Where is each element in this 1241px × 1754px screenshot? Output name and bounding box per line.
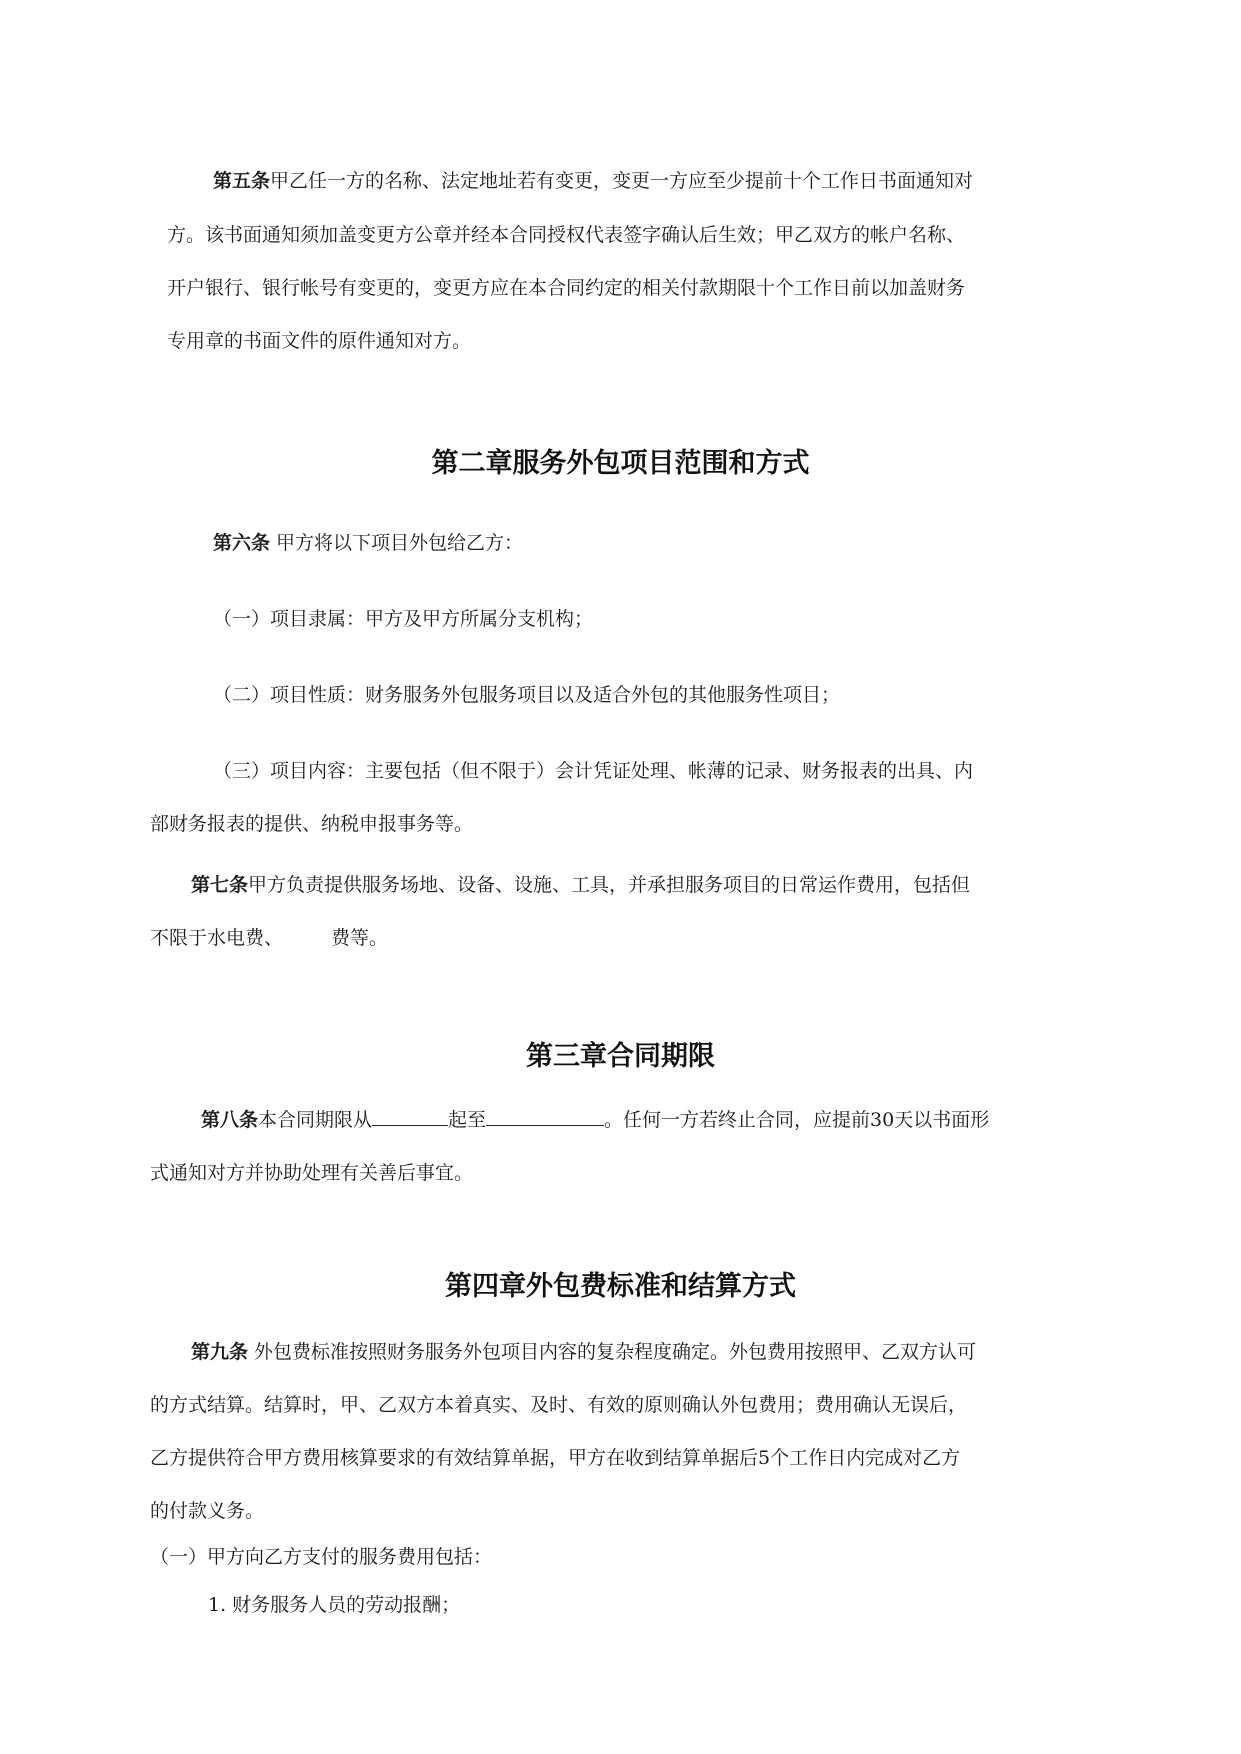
article7-label: 第七条 [191,874,249,896]
article6-item3-line1: （三）项目内容：主要包括（但不限于）会计凭证处理、帐薄的记录、财务报表的出具、内 [213,760,974,782]
article6-text: 甲方将以下项目外包给乙方： [270,532,524,554]
article8-text-1c: 。任何一方若终止合同，应提前30天以书面形 [604,1109,990,1131]
article8-text-1b: 起至 [448,1109,487,1131]
start-date-blank[interactable] [372,1107,448,1126]
article9-line3: 乙方提供符合甲方费用核算要求的有效结算单据，甲方在收到结算单据后5个工作日内完成对乙方 [150,1447,961,1469]
article9-sub1: （一）甲方向乙方支付的服务费用包括： [150,1546,493,1568]
chapter3-title: 第三章合同期限 [526,1041,715,1072]
article9-line4: 的付款义务。 [150,1500,265,1522]
article9-text-1: 外包费标准按照财务服务外包项目内容的复杂程度确定。外包费用按照甲、乙双方认可 [248,1341,977,1363]
article6-item1: （一）项目隶属：甲方及甲方所属分支机构； [213,608,594,630]
article6-item3-line2: 部财务报表的提供、纳税申报事务等。 [150,813,474,835]
article5-line3: 开户银行、银行帐号有变更的，变更方应在本合同约定的相关付款期限十个工作日前以加盖财务 [167,277,966,299]
article5-line2: 方。该书面通知须加盖变更方公章并经本合同授权代表签字确认后生效；甲乙双方的帐户名称、 [167,224,966,246]
article5-label: 第五条 [213,170,271,192]
article7-text-2b: 费等。 [331,927,389,949]
article5-text-1: 甲乙任一方的名称、法定地址若有变更，变更一方应至少提前十个工作日书面通知对 [270,170,974,192]
article6-item2: （二）项目性质：财务服务外包服务项目以及适合外包的其他服务性项目； [213,684,841,706]
article9-line1 [191,1340,976,1364]
article9-line2: 的方式结算。结算时，甲、乙双方本着真实、及时、有效的原则确认外包费用；费用确认无误后， [150,1394,968,1416]
article5-line1 [213,169,973,193]
article6-label: 第六条 [213,532,271,554]
article8-line2: 式通知对方并协助处理有关善后事宜。 [150,1162,474,1184]
article6-line [213,531,523,555]
chapter4-title: 第四章外包费标准和结算方式 [445,1271,796,1302]
article7-line2 [150,926,388,950]
article8-label: 第八条 [201,1109,259,1131]
article9-sub1-item1: 1. 财务服务人员的劳动报酬； [208,1594,461,1616]
article9-label: 第九条 [191,1341,249,1363]
article8-text-1a: 本合同期限从 [258,1109,373,1131]
chapter2-title: 第二章服务外包项目范围和方式 [431,448,810,479]
article7-line1 [191,873,970,897]
article7-text-2a: 不限于水电费、 [150,927,284,949]
end-date-blank[interactable] [486,1107,604,1126]
article7-text-1: 甲方负责提供服务场地、设备、设施、工具，并承担服务项目的日常运作费用，包括但 [248,874,971,896]
article8-line1 [201,1107,989,1132]
article5-line4: 专用章的书面文件的原件通知对方。 [167,330,472,352]
